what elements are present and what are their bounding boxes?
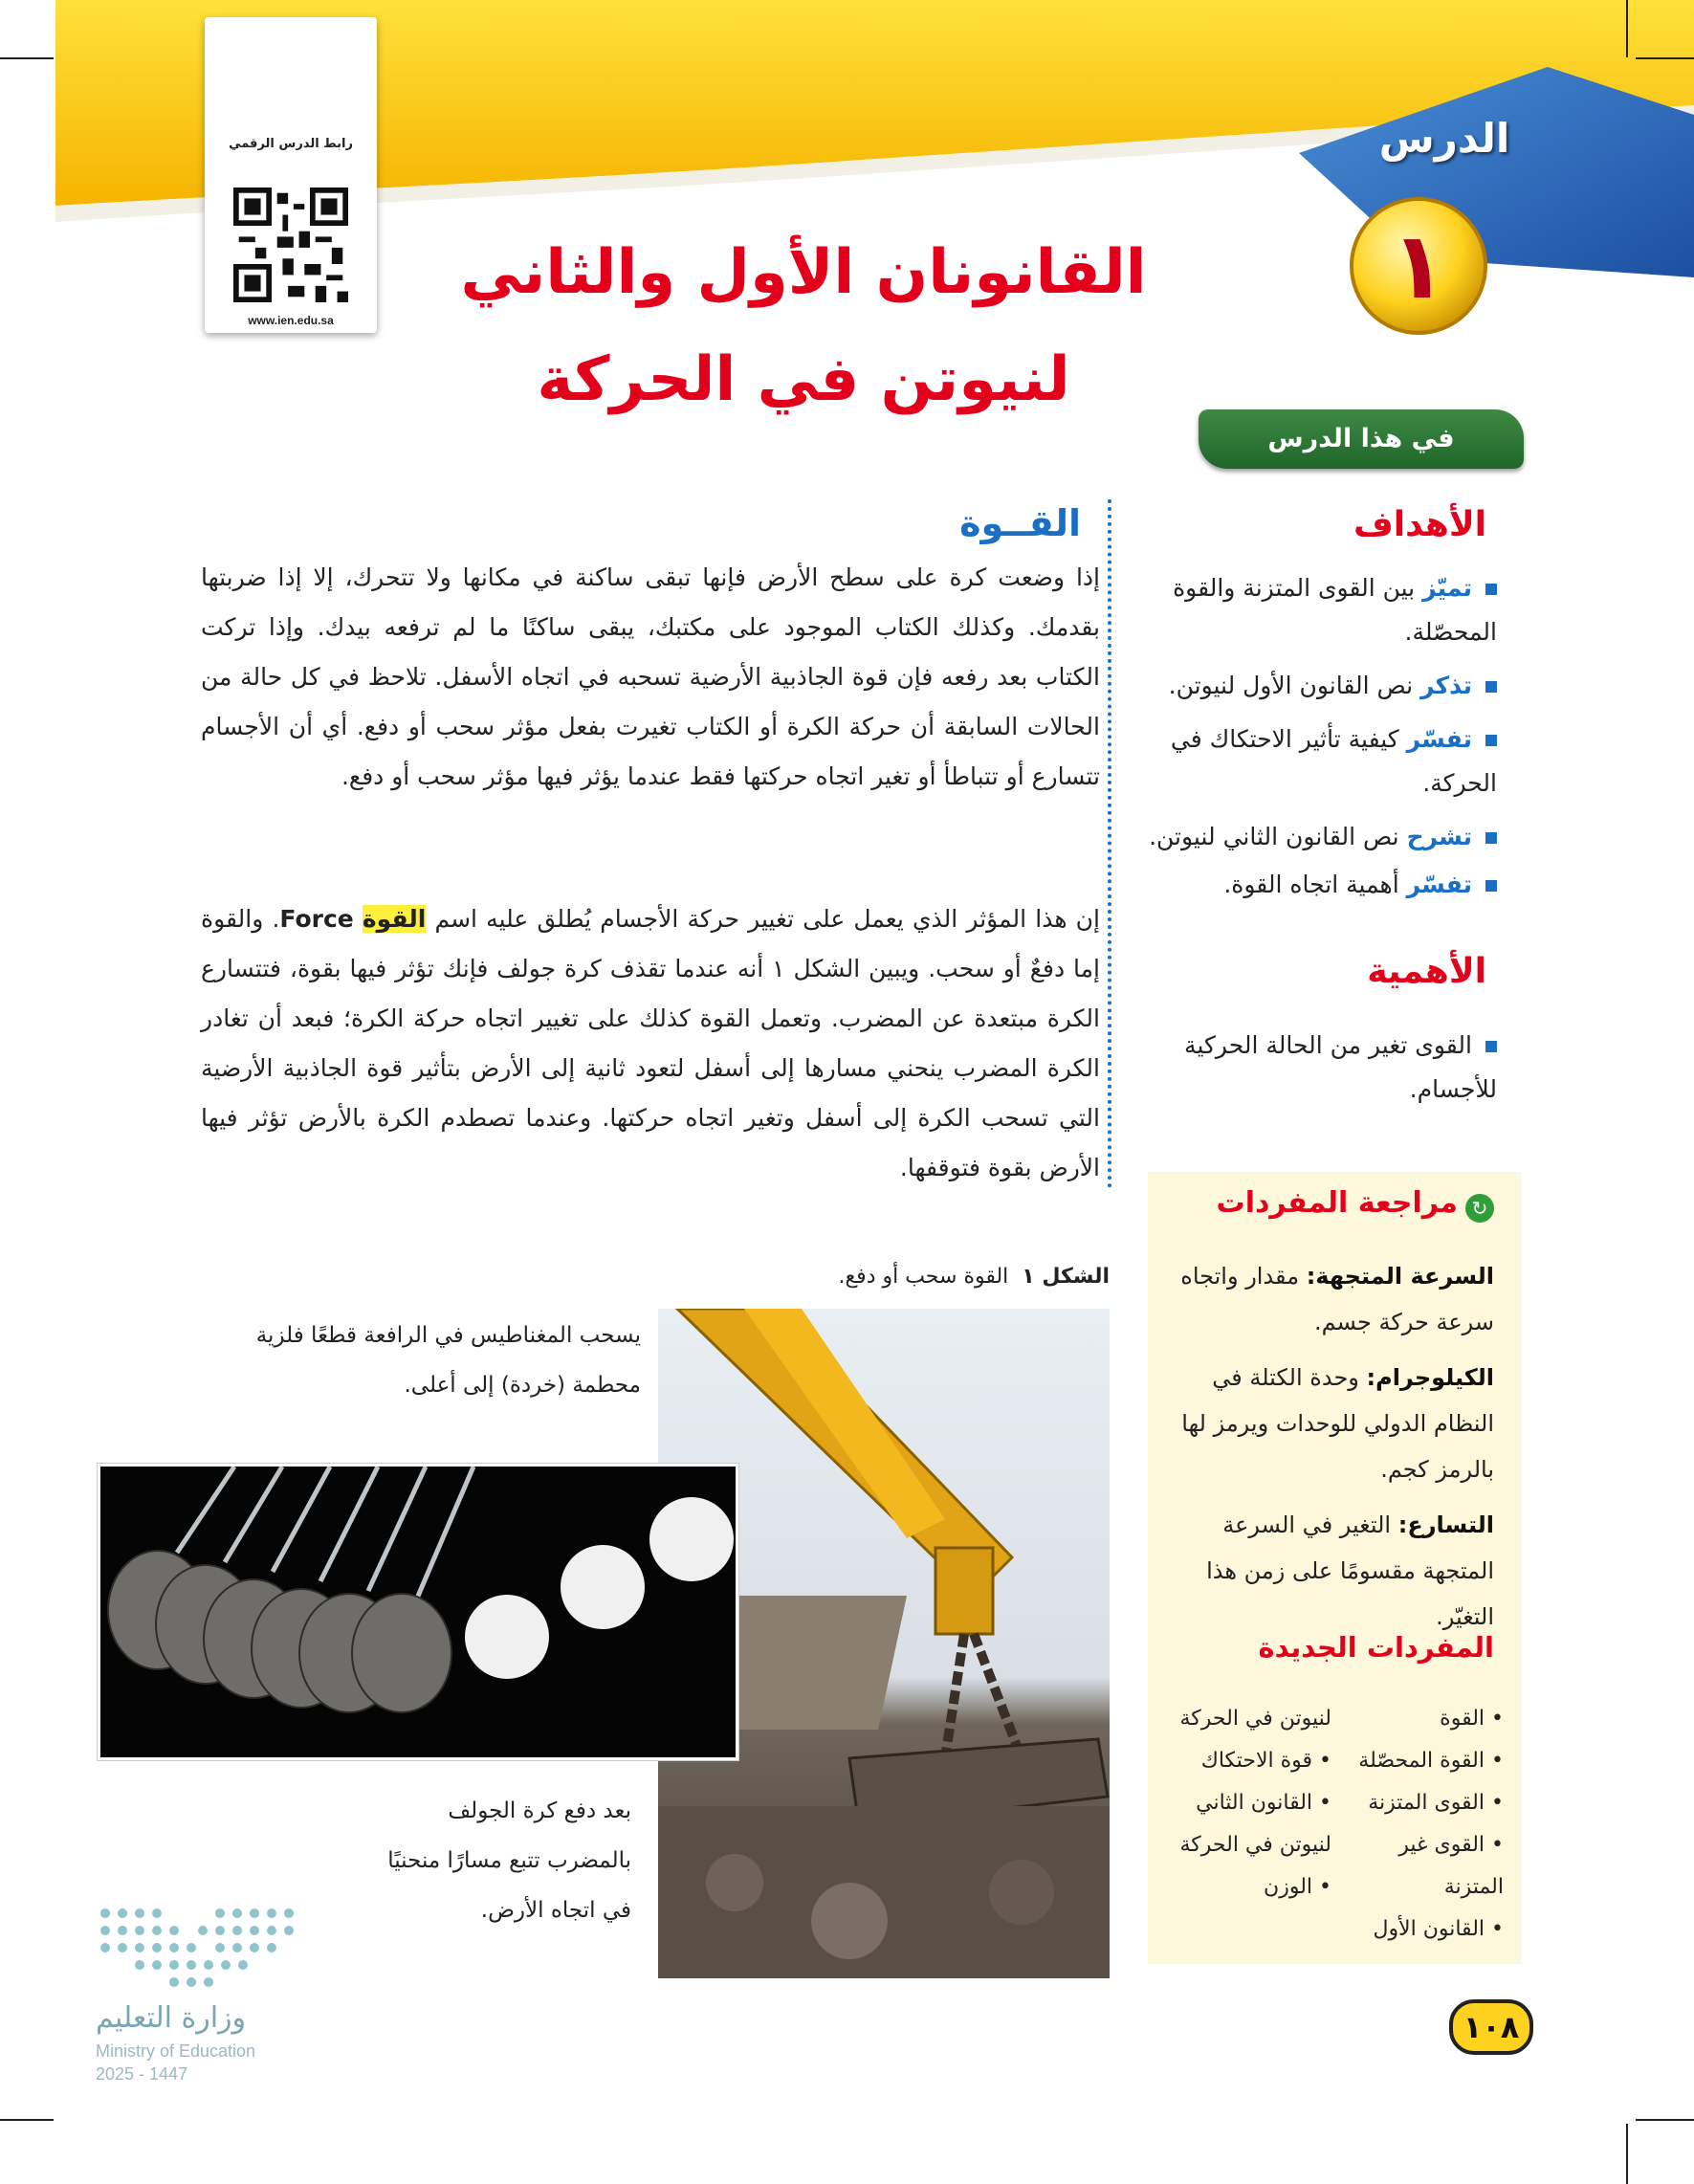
vocab-review-header — [1169, 1186, 1494, 1223]
bullet-icon — [1485, 681, 1497, 693]
figure-caption — [536, 1265, 1110, 1289]
new-vocab-item: • القانون الثاني — [1196, 1791, 1331, 1815]
vocab-definition — [1169, 1253, 1494, 1345]
objective-verb: تشرح — [1406, 823, 1472, 850]
page-number: ١٠٨ — [1449, 1999, 1533, 2055]
ministry-name-ar: وزارة التعليم — [96, 2001, 247, 2035]
objective-verb: تذكر — [1420, 672, 1472, 699]
vocab-def: وحدة الكتلة في النظام الدولي للوحدات ويرمز لها بالرمز كجم. — [1181, 1364, 1494, 1483]
objective-item — [1148, 717, 1497, 805]
section-heading: القــوة — [959, 502, 1081, 544]
vocabulary-box — [1148, 1172, 1521, 1964]
golf-sequence-illustration — [100, 1467, 736, 1757]
qr-code-icon[interactable] — [233, 188, 348, 302]
objective-verb: تميّز — [1422, 574, 1472, 602]
qr-card[interactable] — [205, 17, 377, 333]
objective-text: نص القانون الثاني لنيوتن. — [1149, 823, 1399, 850]
body-paragraph-2 — [201, 894, 1100, 1193]
bullet-icon — [1485, 735, 1497, 746]
importance-heading: الأهمية — [1367, 952, 1486, 991]
new-vocab-col1 — [1336, 1698, 1504, 1951]
new-vocab-item: لنيوتن في الحركة — [1179, 1707, 1331, 1731]
objectives-heading: الأهداف — [1353, 505, 1486, 544]
vocab-def: مقدار واتجاه سرعة حركة جسم. — [1180, 1263, 1494, 1335]
lesson-number: ١ — [1390, 212, 1447, 320]
para2-text-before: إن هذا المؤثر الذي يعمل على تغيير حركة الأجسام يُطلق عليه اسم — [426, 905, 1100, 933]
crop-mark — [0, 2119, 54, 2121]
lesson-label: الدرس — [1378, 115, 1510, 162]
ministry-logo-icon — [96, 1904, 316, 2009]
para2-text-after: . والقوة إما دفعٌ أو سحب. ويبين الشكل ١ أنه عندما تقذف كرة جولف فإنك تؤثر فيها بقوة، فتتسارع الكرة مبتعدة عن المضرب. وتعمل القوة كذلك على تغيير اتجاه حركة الكرة؛ فبعد أن تغادر الكرة المضرب ينحني مسارها إلى أسفل لتعود ثانية إلى الأرض بتأثير قوة الجاذبية الأرضية التي تسحب الكرة إلى أسفل وتغير اتجاه حركتها. وعندما تصطدم الكرة بالأرض تؤثر فيها الأرض بقوة فتوقفها. — [201, 905, 1100, 1181]
figure-label: الشكل ١ — [1022, 1265, 1110, 1289]
vocab-definition — [1169, 1502, 1494, 1640]
ministry-name-en: Ministry of Education — [96, 2041, 256, 2061]
vocab-term: التسارع: — [1397, 1511, 1494, 1538]
objective-text: أهمية اتجاه القوة. — [1223, 871, 1399, 898]
body-paragraph-1: إذا وضعت كرة على سطح الأرض فإنها تبقى ساكنة في مكانها ولا تتحرك، إلا إذا ضربتها بقدمك. وكذلك الكتاب الموجود على مكتبك، يبقى ساكنًا ما لم ترفعه بيدك. وإذا تركت الكتاب بعد رفعه فإن قوة الجاذبية الأرضية تسحبه في اتجاه الأسفل. تلاحظ في كل حالة من الحالات السابقة أن حركة الكرة أو الكتاب تغيرت بفعل مؤثر سحب أو دفع. أي أن الأجسام تتسارع أو تتباطأ أو تغير اتجاه حركتها فقط عندما يؤثر فيها مؤثر سحب أو دفع. — [201, 563, 1100, 790]
qr-label: رابط الدرس الرقمي — [229, 137, 353, 151]
objective-text: نص القانون الأول لنيوتن. — [1168, 672, 1414, 699]
golf-club-photo — [98, 1464, 738, 1760]
objective-item — [1148, 566, 1497, 654]
objective-verb: تفسّر — [1406, 725, 1472, 753]
objective-text: كيفية تأثير الاحتكاك في الحركة. — [1170, 725, 1497, 797]
crane-caption: يسحب المغناطيس في الرافعة قطعًا فلزية محطمة (خردة) إلى أعلى. — [255, 1323, 641, 1398]
vocab-term: السرعة المتجهة: — [1306, 1263, 1494, 1290]
objective-item — [1148, 863, 1497, 907]
golf-caption: بعد دفع كرة الجولف بالمضرب تتبع مسارًا منحنيًا في اتجاه الأرض. — [387, 1798, 631, 1923]
column-divider — [1108, 499, 1111, 1188]
edition-year: 2025 - 1447 — [96, 2064, 188, 2084]
review-icon: ↻ — [1465, 1194, 1494, 1223]
objective-item — [1148, 815, 1497, 859]
crop-mark — [0, 57, 54, 59]
bullet-icon — [1485, 880, 1497, 892]
objective-verb: تفسّر — [1406, 871, 1472, 898]
new-vocab-title: المفردات الجديدة — [1258, 1631, 1494, 1664]
new-vocab-item: • القوة — [1440, 1707, 1504, 1731]
importance-text: القوى تغير من الحالة الحركية للأجسام. — [1184, 1031, 1497, 1103]
bullet-icon — [1485, 584, 1497, 595]
page-title-line1: القانونان الأول والثاني — [460, 237, 1147, 308]
objective-text: بين القوى المتزنة والقوة المحصّلة. — [1173, 574, 1497, 646]
vocab-definitions — [1169, 1253, 1494, 1640]
objectives-list — [1148, 566, 1497, 907]
crop-mark — [1626, 2124, 1628, 2184]
new-vocab-col2 — [1164, 1698, 1331, 1908]
new-vocab-item: لنيوتن في الحركة — [1179, 1833, 1331, 1857]
crop-mark — [1636, 57, 1694, 59]
vocab-review-title: مراجعة المفردات — [1216, 1186, 1458, 1220]
new-vocab-item: • القوى غير المتزنة — [1398, 1833, 1504, 1899]
vocab-definition — [1169, 1355, 1494, 1492]
term-english: Force — [279, 905, 354, 933]
new-vocab-item: • الوزن — [1264, 1875, 1331, 1899]
vocab-term: الكيلوجرام: — [1366, 1364, 1494, 1391]
new-vocab-item: • القانون الأول — [1373, 1917, 1504, 1941]
in-this-lesson-badge: في هذا الدرس — [1199, 409, 1524, 469]
figure-caption-text: القوة سحب أو دفع. — [838, 1265, 1009, 1289]
bullet-icon — [1485, 832, 1497, 844]
qr-url[interactable]: www.ien.edu.sa — [248, 314, 334, 327]
highlighted-term: القوة — [362, 905, 427, 933]
crop-mark — [1626, 0, 1628, 57]
vocab-def: التغير في السرعة المتجهة مقسومًا على زمن هذا التغيّر. — [1206, 1511, 1494, 1630]
new-vocab-item: • القوة المحصّلة — [1358, 1749, 1504, 1773]
bullet-icon — [1485, 1041, 1497, 1052]
new-vocab-item: • القوى المتزنة — [1368, 1791, 1504, 1815]
objective-item — [1148, 664, 1497, 708]
new-vocab-item: • قوة الاحتكاك — [1200, 1749, 1331, 1773]
crop-mark — [1636, 2119, 1694, 2121]
page-title-line2: لنيوتن في الحركة — [537, 344, 1070, 415]
importance-item — [1148, 1024, 1497, 1112]
